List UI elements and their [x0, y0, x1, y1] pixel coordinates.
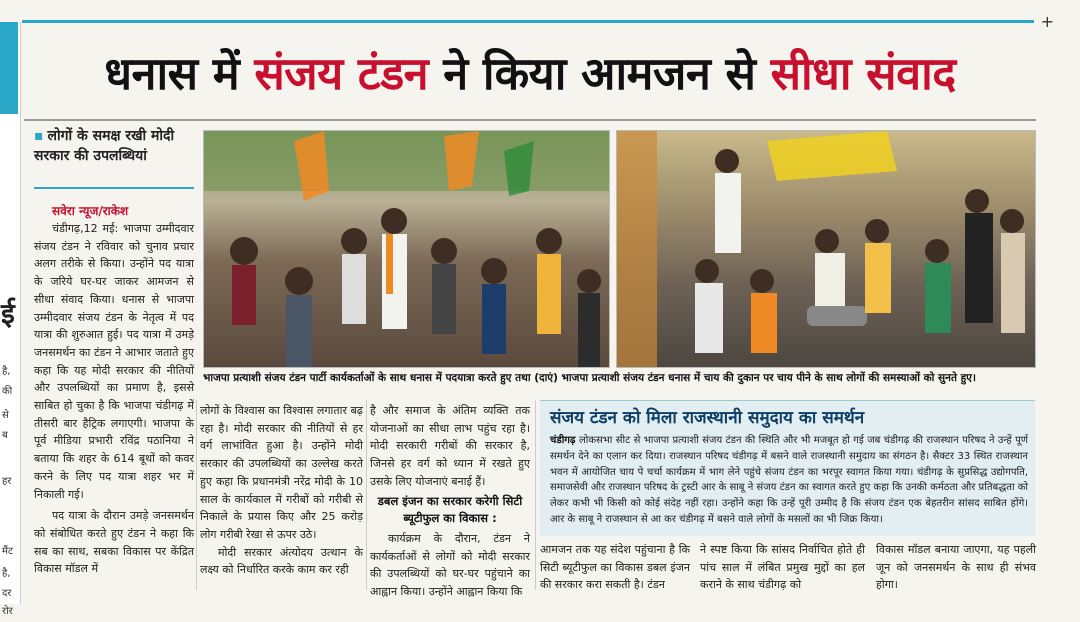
- paragraph: कार्यक्रम के दौरान, टंडन ने कार्यकर्ताओं से लोगों को मोदी सरकार की उपलब्धियों को घर-घर पहुंचाने का आह्वान किया। उन्होंने आह्वान किया कि: [370, 531, 530, 599]
- column-divider: [366, 400, 367, 590]
- tea-stall-illustration: [617, 131, 1035, 367]
- sub-heading: डबल इंजन का सरकार करेगी सिटी ब्यूटीफुल का विकास :: [377, 493, 523, 526]
- adjacent-page-fragment: मैंट: [2, 546, 14, 557]
- sidebar-story-body: लोकसभा सीट से भाजपा प्रत्याशी संजय टंडन की स्थिति और भी मजबूत हो गई जब चंडीगढ़ की राजस्थान परिषद ने उन्हें पूर्ण समर्थन देने का एलान कर दिया। राजस्थान परिषद चंडीगढ़ में बसने वाले राजस्थानी समुदाय का संगठन है। सैक्टर 33 स्थित राजस्थान भवन में आयोजित चाय पे चर्चा कार्यक्रम में भाग लेने पहुंचे संजय टंडन का भरपूर स्वागत किया गया। चंडीगढ़ के सुप्रसिद्ध उद्योगपति, समाजसेवी और राजस्थान परिषद के ट्रस्टी आर के साबू ने संजय टंडन का स्वागत करते हुए कहा कि उनकी कर्मठता और प्रतिबद्धता को लेकर कभी भी किसी को कोई संदेह नहीं रहा। उन्होंने कहा कि उन्हें पूरी उम्मीद है कि संजय टंडन एक बेहतरीन सांसद साबित होंगे। आर के साबू ने राजस्थान से आ कर चंडीगढ़ में बसने वाले लोगों के मसलों का भी जिक्र किया।: [550, 435, 1028, 525]
- top-rule: [22, 20, 1034, 23]
- column-divider: [535, 400, 536, 590]
- adjacent-page-fragment: हर: [2, 476, 12, 487]
- sub-headline-rule: [34, 187, 194, 189]
- paragraph: लोगों के विश्वास का विश्वास लगातार बढ़ रहा है। मोदी सरकार की नीतियों से हर वर्ग लाभांवित हुआ है। उन्होंने मोदी सरकार की उपलब्धियों का उल्लेख करते हुए कहा कि प्रधानमंत्री नरेंद्र मोदी के 10 साल के कार्यकाल में गरीबों को गरीबी से निकाले के प्रयास किए और 25 करोड़ लोग गरीबी रेखा से ऊपर उठे।: [200, 404, 363, 541]
- photo-padyatra: [203, 130, 610, 368]
- bullet-icon: ▪: [34, 128, 44, 144]
- bottom-column-2: ने स्पष्ट किया कि सांसद निर्वाचित होते ही पांच साल में लंबित प्रमुख मुद्दों का हल कराने के साथ चंडीगढ़ को: [700, 543, 865, 592]
- adjacent-page-fragment: ब: [2, 430, 8, 441]
- photo-chai-stall: [616, 130, 1036, 368]
- adjacent-page-large-glyph: ई: [1, 297, 15, 330]
- adjacent-page-fragment: है,: [2, 568, 11, 579]
- headline-part-3: ने किया आमजन से: [428, 47, 771, 100]
- adjacent-page-color-block: [0, 22, 18, 114]
- article-headline: [24, 34, 1036, 114]
- article-column-1: [34, 220, 194, 578]
- bottom-column-1: आमजन तक यह संदेश पहुंचाना है कि सिटी ब्यूटीफुल का विकास डबल इंजन की सरकार करा सकती है। टंडन: [540, 543, 690, 592]
- headline-part-2: संजय टंडन: [254, 47, 429, 100]
- crowd-illustration: [204, 131, 609, 367]
- sub-headline-text: लोगों के समक्ष रखी मोदी सरकार की उपलब्धियां: [34, 128, 175, 164]
- headline-part-4: सीधा संवाद: [770, 47, 956, 100]
- photo-caption: भाजपा प्रत्याशी संजय टंडन पार्टी कार्यकर्ताओं के साथ धनास में पदयात्रा करते हुए तथा (दाएं) भाजपा प्रत्याशी संजय टंडन धनास में चाय की दुकान पर चाय पीने के साथ लोगों की समस्याओं को सुनते हुए।: [203, 372, 976, 384]
- headline-part-1: धनास में: [104, 47, 255, 100]
- plus-icon[interactable]: +: [1040, 12, 1054, 31]
- bottom-column-3: विकास मॉडल बनाया जाएगा, यह पहली जून को जनसमर्थन के साथ ही संभव होगा।: [876, 543, 1036, 592]
- paragraph: पद यात्रा के दौरान उमड़े जनसमर्थन को संबोधित करते हुए टंडन ने कहा कि सब का साथ, सबका विकास पर केंद्रित विकास मॉडल में: [34, 509, 194, 576]
- adjacent-page-fragment: दर: [2, 588, 12, 599]
- adjacent-page-fragment: है,: [2, 366, 11, 377]
- article-column-3: [370, 402, 530, 601]
- article-column-2: [200, 402, 363, 579]
- byline: सवेरा न्यूज/राकेश: [52, 204, 129, 218]
- adjacent-page-fragment: रोर: [2, 606, 13, 617]
- dateline: चंडीगढ़: [550, 435, 576, 446]
- paragraph: चंडीगढ़,12 मई: भाजपा उम्मीदवार संजय टंडन ने रविवार को चुनाव प्रचार अलग तरीके से किया। उन्होंने पद यात्रा के जरिये घर-घर जाकर आमजन से सीधा संवाद किया। धनास से भाजपा उम्मीदवार संजय टंडन के नेतृत्व में पद यात्रा की शुरुआत हुई। पद यात्रा में उमड़े जनसमर्थन का टंडन ने आभार जताते हुए कहा कि यह मोदी सरकार की नीतियों और उपलब्धियों का प्रमाण है, इससे साबित हो चुका है कि भाजपा चंडीगढ़ में तीसरी बार हैट्रिक लगाएगी। भाजपा के पूर्व मीडिया प्रभारी रविंद्र पठानिया ने बताया कि शहर के 614 बूथों को कवर करने के लिए पद यात्रा शहर भर में निकाली गई।: [34, 222, 194, 501]
- sidebar-story-title: संजय टंडन को मिला राजस्थानी समुदाय का समर्थन: [550, 408, 865, 428]
- adjacent-page-strip: [0, 22, 21, 617]
- paragraph: है और समाज के अंतिम व्यक्ति तक योजनाओं का सीधा लाभ पहुंच रहा है। मोदी सरकारी गरीबों की सरकार है, जिनसे हर वर्ग को ध्यान में रखते हुए उसके लिए योजनाएं बनाई हैं।: [370, 404, 530, 488]
- sub-headline: [34, 126, 194, 166]
- adjacent-page-fragment: से: [2, 410, 9, 421]
- paragraph: मोदी सरकार अंत्योदय उत्थान के लक्ष्य को निर्धारित करके काम कर रही: [200, 545, 363, 577]
- adjacent-page-fragment: की: [2, 386, 13, 397]
- sidebar-story-text: [550, 433, 1028, 528]
- sidebar-story-box: [540, 400, 1035, 536]
- column-divider: [196, 400, 197, 590]
- headline-rule: [24, 119, 1036, 121]
